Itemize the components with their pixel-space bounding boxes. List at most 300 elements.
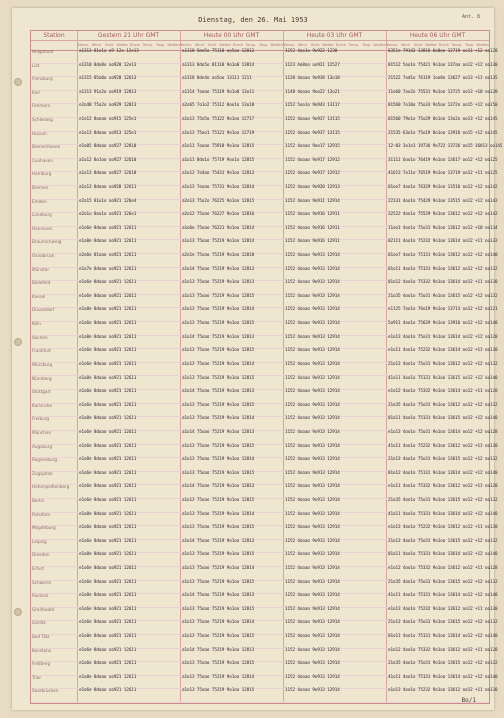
observation-h03: 1152 4ooao 9o916 12911 (285, 225, 340, 231)
observation-h06: 21o35 4oo1o 75o31 9o1oo 13615 oo12 +12 oo132 (388, 293, 498, 299)
observation-h00: a1o14 75oao 75219 9o1oo 12813 (182, 538, 255, 544)
station-name: Görlitz (32, 620, 46, 626)
observation-h03: 1152 4ooao 9o913 12914 (285, 321, 340, 327)
table-row (31, 565, 498, 581)
station-name: Regensburg (32, 457, 57, 463)
observation-h03: 1152 4ooao 9o913 12914 (285, 674, 340, 680)
observation-h00: a1o13 75oao 75219 9o1oo 12813 (182, 280, 255, 286)
observation-h06: e1o12 4oo1o 75332 9o1oo 13612 oo12 +11 oo128 (388, 647, 498, 653)
observation-g21: e1o8e 8doao oo921 12611 (79, 416, 137, 422)
observation-h03: 1152 4ooao 9o920 12913 (285, 185, 340, 191)
sub-header-cell: Kennz. (77, 43, 90, 47)
observation-g21: e1o6e 8doao oo921 12611 (79, 538, 137, 544)
observation-h00: a1o13 75oao 75219 9o1oo 12815 (182, 321, 255, 327)
observation-h06: e1o11 4oo1o 75332 9o1oo 13612 oo12 +11 oo128 (388, 484, 498, 490)
observation-h06: e1o13 4oo1o 75o31 9o1oo 13614 oo12 +12 oo128 (388, 429, 498, 435)
observation-h03: 1152 4ooao 9o913 12914 (285, 525, 340, 531)
observation-h03: 1152 4ooao 9o913 12914 (285, 565, 340, 571)
station-name: Trier (32, 674, 42, 680)
sub-header-cell: Wolken (270, 43, 283, 47)
station-name: Erfurt (32, 565, 44, 571)
observation-g21: e1o8e 8doao oo921 12611 (79, 674, 137, 680)
observation-h00: a1o13 75oao 75219 9o1oo 12814 (182, 239, 255, 245)
table-row (31, 185, 498, 200)
observation-h00: a1o13 75oao 75219 9o1oo 12815 (182, 579, 255, 585)
observation-g21: a1o12 8o1oo oo927 12610 (79, 157, 137, 163)
observation-h06: e1o13 4oo1o 75232 9o1oo 13612 oo12 +11 oo130 (388, 688, 498, 694)
observation-h06: 41613 7o11o 76519 9o1oo 13719 oo12 +11 oo125 (388, 171, 498, 177)
observation-h06: 01o11 4oo1o 75131 9o1oo 13614 oo12 +12 oo140 (388, 552, 498, 558)
observation-h00: a1o13 75oao 75219 9o1oo 12814 (182, 307, 255, 313)
observation-h06: e1o12 4oo1o 75332 9o1oo 13614 oo12 +11 oo128 (388, 389, 498, 395)
observation-h03: 1152 4ooao 9o913 12914 (285, 389, 340, 395)
observation-g21: e1o6e 8doao oo921 12611 (79, 361, 137, 367)
station-name: Hannover (32, 225, 53, 231)
sub-header-cell: Sicht (310, 43, 320, 47)
observation-h03: 1152 4ooao 9o913 12914 (285, 484, 340, 490)
table-row (31, 661, 498, 676)
table-row (31, 76, 498, 91)
observation-h00: a1o13 75oao 75219 9o1oo 12815 (182, 470, 255, 476)
station-name: Bielefeld (32, 280, 51, 286)
observation-h03: 1148 4ooao 9oo22 13o21 (285, 89, 340, 95)
observation-h06: 41o11 4oo1o 75131 9o1oo 13614 oo12 +12 oo140 (388, 511, 498, 517)
observation-h06: 5o911 4oo1o 75629 9o1oo 13916 oo12 +12 oo140 (388, 321, 498, 327)
observation-h00: a1o13 75oao 75219 9o1oo 12815 (182, 348, 255, 354)
observation-h03: 1152 4ooao 9o913 12914 (285, 429, 340, 435)
observation-g21: e1o05 8doao oo927 12810 (79, 144, 137, 150)
station-name: Düsseldorf (32, 307, 55, 313)
sub-header-cell: Taup. (465, 43, 475, 47)
observation-h00: a1o14 75oao 75219 9o1oo 12813 (182, 647, 255, 653)
observation-h06: 01o11 4oo1o 75131 9o1oo 13612 oo12 +12 oo132 (388, 266, 498, 272)
observation-g21: e2o40 75o2o oo929 12813 (79, 103, 137, 109)
table-row (31, 552, 498, 567)
station-name: Helgoland (32, 49, 54, 54)
sub-header-cell: Wetter (219, 43, 231, 47)
observation-g21: a1o13 8doao oo928 12611 (79, 185, 137, 191)
station-name: Kassel (32, 293, 46, 299)
observation-g21: e1310 8do8o oo920 12e13 (79, 62, 137, 68)
observation-h00: a1o13 75oao 75219 9o1oo 12814 (182, 361, 255, 367)
observation-h06: 01560 7o10o 75o33 9o5oo 1372o oo15 +12 oo150 (388, 103, 498, 109)
station-name: Emden (32, 198, 47, 204)
observation-g21: e1o6e 8doao oo921 12611 (79, 606, 137, 612)
station-name: Kiel (32, 89, 40, 95)
observation-h06: 21o35 4oo1o 75o31 9o1oo 13612 oo12 +12 oo132 (388, 402, 498, 408)
observation-g21: e1o6e 8doao oo921 12611 (79, 443, 137, 449)
table-row (31, 49, 498, 64)
observation-h00: a1o13 75oao 75219 9o1oo 12814 (182, 674, 255, 680)
observation-h06: 32522 4oo1o 75529 9o1oo 13612 oo12 +12 oo142 (388, 212, 498, 218)
sub-header-cell: Wetter (322, 43, 334, 47)
observation-h00: a1o13 75oao 75219 9o1oo 12815 (182, 552, 255, 558)
observation-h00: a1313 8do5o 81118 9o1o0 13814 (182, 62, 255, 68)
observation-h06: 21535 63o1o 75o19 8o1oo 13916 oo15 +12 oo145 (388, 130, 498, 136)
observation-g21: e1o8e 8doao oo921 12611 (79, 334, 137, 340)
observation-g21: a1313 81o1o o9 12a 12e13 (79, 49, 139, 54)
sub-header-cell: Wind (194, 43, 204, 47)
station-name: Augsburg (32, 443, 52, 449)
station-column-header: Station (43, 32, 65, 39)
sub-header-cell: Wolken (476, 43, 489, 47)
observation-h03: 1152 4oo1o 9o922 1230 (285, 49, 338, 54)
station-name: Berlin (32, 497, 45, 503)
observation-g21: e1o6e 8doao oo921 12611 (79, 579, 137, 585)
heute-00-header: Heute 00 Uhr GMT (203, 32, 260, 39)
station-name: Leipzig (32, 538, 47, 544)
observation-h03: 1152 4ooao 9o913 12914 (285, 375, 340, 381)
observation-h06: 11oo1 4oo1o 75o31 9o1oo 13612 oo12 +10 oo134 (388, 225, 498, 231)
observation-h03: 1152 4ooao 9o913 12914 (285, 348, 340, 354)
observation-g21: a1o13 8doao oo927 12610 (79, 171, 137, 177)
observation-h03: 1152 4ooao 9o913 12914 (285, 511, 340, 517)
table-row (31, 348, 498, 363)
observation-g21: e1o6e 8doao oo921 12611 (79, 497, 137, 503)
punch-hole (14, 338, 22, 346)
table-row (31, 117, 498, 132)
observation-h00: a1o11 8do1o 75719 9oo1o 12815 (182, 157, 255, 163)
sub-header-cell: Temp. (451, 43, 463, 47)
table-row (31, 389, 498, 404)
heute-06-header: Heute 06 Uhr GMT (409, 32, 466, 39)
observation-h00: a1o13 75oao 75219 9o1oo 12815 (182, 606, 255, 612)
table-row (31, 429, 498, 445)
station-name: Flensburg (32, 76, 53, 82)
observation-h06: 31111 6oo1o 76419 9o1oo 13617 oo12 +12 oo125 (388, 157, 498, 163)
sub-header-cell: Sicht (104, 43, 114, 47)
station-name: Freiburg (32, 416, 50, 422)
observation-h00: a1o14 75oao 75219 9o1oo 12813 (182, 429, 255, 435)
table-row (31, 457, 498, 472)
observation-h03: 1152 4ooao 9o913 12914 (285, 593, 340, 599)
station-name: Nürnberg (32, 375, 52, 381)
station-name: Konstanz (32, 647, 51, 653)
table-row (31, 484, 498, 499)
station-name: Braunschweig (32, 239, 62, 245)
observation-h06: 12-03 3o1o1 19736 9o722 13726 oo15 16813 oo145 (388, 144, 503, 150)
station-name: Köln (32, 321, 41, 327)
observation-h03: 1152 4ooao 9o913 12914 (285, 538, 340, 544)
observation-g21: e1o6e 8doao oo921 12611 (79, 321, 137, 327)
sub-header-cell: Sicht (207, 43, 217, 47)
observation-h06: 01o12 4oo1o 75332 9o1oo 13614 oo12 +11 oo130 (388, 280, 498, 286)
observation-g21: e1o8e 8doao oo921 12611 (79, 593, 137, 599)
observation-h03: 1152 4ooao 9o913 12914 (285, 402, 340, 408)
observation-g21: e1o8e 8doao oo921 12611 (79, 307, 137, 313)
observation-g21: e1o13 8doao oo913 125e1 (79, 130, 137, 136)
sub-header-cell: Sicht (413, 43, 423, 47)
sub-header-cell: Temp. (245, 43, 257, 47)
observation-h03: 1152 4ooao 9o913 12914 (285, 307, 340, 313)
observation-h03: 1123 Ao8oo oo921 12527 (285, 62, 340, 68)
observation-h03: 1152 4ooao 9o911 12914 (285, 198, 340, 204)
observation-h03: 1152 4ooao 9o913 12914 (285, 633, 340, 639)
observation-h06: 6351e 79142 13816 6o8oo 12719 oo11 +12 oo128 (388, 49, 498, 54)
sub-header-cell: Wetter (425, 43, 437, 47)
sub-header-cell: Wind (297, 43, 307, 47)
sub-header-cell: Wolken (373, 43, 386, 47)
observation-h03: 1152 4ooao 9o913 12914 (285, 497, 340, 503)
observation-h06: e1o13 4oo1o 75232 9o1oo 13612 oo12 +11 oo130 (388, 525, 498, 531)
station-name: Hohenpeißenberg (32, 484, 70, 490)
observation-h03: 1152 4ooao 9o913 12914 (285, 253, 340, 259)
observation-h03: 1152 5oo1o 9o943 13117 (285, 103, 340, 109)
observation-h06: e1125 7oo1o 76o19 9o1oo 13713 oo12 +12 oo121 (388, 307, 498, 313)
sub-header-cell: Temp. (142, 43, 154, 47)
observation-h03: 1152 4ooao 9o913 12914 (285, 620, 340, 626)
document-sheet (12, 8, 503, 710)
station-name: Magdeburg (32, 525, 56, 531)
station-name: Hamburg (32, 171, 52, 177)
observation-h00: a1318 8dn4o oo5oo 13111 1211 (182, 76, 252, 82)
table-row (31, 620, 498, 635)
observation-h03: 1152 4ooao 9o916 12911 (285, 212, 340, 218)
observation-g21: e1o8e 8doao oo921 12611 (79, 552, 137, 558)
observation-h06: 21o13 4oo1o 75o31 9o1oo 13612 oo12 +12 oo132 (388, 361, 498, 367)
observation-h00: a2o1e 75oao 75219 9o1oo 12818 (182, 253, 255, 259)
observation-h00: a1o13 75o5o 75122 9o1oo 12717 (182, 117, 255, 123)
sub-header-cell: Taup. (156, 43, 166, 47)
observation-h06: 01o11 4oo1o 75131 9o1oo 13615 oo12 +12 oo140 (388, 416, 498, 422)
sub-header-cell: Wind (400, 43, 410, 47)
punch-hole (14, 78, 22, 86)
observation-g21: e1o6e 8doao oo921 12611 (79, 484, 137, 490)
observation-h00: a1o13 75oao 75219 9o1oo 12815 (182, 525, 255, 531)
observation-h06: 41o11 4oo1o 75232 9o1oo 13612 oo12 +11 oo130 (388, 443, 498, 449)
date-heading: Dienstag, den 26. Mai 1953 (198, 16, 308, 24)
observation-h06: 41o11 4oo1o 75131 9o1oo 13614 oo12 +12 oo140 (388, 593, 498, 599)
observation-h06: 21522 7od1o 76119 1oo8o 13627 oo13 +11 oo135 (388, 76, 498, 82)
observation-g21: e2o15 81o1o oo921 126e4 (79, 198, 137, 204)
observation-h06: 22131 4oo1o 75429 9o1oo 13515 oo12 +12 oo142 (388, 198, 498, 204)
observation-h03: 1152 4ooao 9o917 12912 (285, 157, 340, 163)
sub-header-cell: Wetter (116, 43, 128, 47)
observation-h03: 1152 4ooao 9o913 12914 (285, 470, 340, 476)
observation-h00: a1o13 75oao 75219 9o1oo 12814 (182, 457, 255, 463)
observation-h00: a1o13 75oao 75219 9o1oo 12815 (182, 293, 255, 299)
observation-h06: 21o35 4oo1o 75o31 9o1oo 13615 oo12 +12 oo132 (388, 497, 498, 503)
station-name: Würzburg (32, 361, 53, 367)
observation-h00: a1318 5me5o 75118 oo5oo 12012 (182, 49, 255, 54)
station-name: Schwerin (32, 579, 52, 585)
station-name: Osnabrück (32, 253, 55, 259)
observation-h06: 21o13 4oo1o 75o31 9o1oo 13615 oo12 +12 oo132 (388, 538, 498, 544)
observation-g21: e2o6e 81oao oo921 12611 (79, 253, 137, 259)
station-name: Stuttgart (32, 389, 51, 395)
table-row (31, 593, 498, 608)
observation-g21: e1o6e 8doao oo921 12611 (79, 470, 137, 476)
observation-h00: a1o6e 75oao 76221 9o1oo 12814 (182, 225, 255, 231)
station-name: Rostock (32, 593, 49, 599)
observation-h00: a1o13 75oao 75219 9o1oo 12814 (182, 565, 255, 571)
observation-g21: e1o6e 8doao oo921 12611 (79, 293, 137, 299)
observation-h06: e1o11 4oo1o 75232 9o1oo 13614 oo12 +11 oo130 (388, 348, 498, 354)
station-name: Greifswald (32, 606, 55, 612)
observation-h06: 02111 4oo1o 75232 9o1oo 13614 oo12 +11 oo132 (388, 239, 498, 245)
observation-h00: a1314 7ooao 75119 9o1o0 13o11 (182, 89, 255, 95)
sub-header-cell: Druck (232, 43, 244, 47)
table-row (31, 497, 498, 513)
observation-h00: a1o13 7ooao 75731 9o1oo 12814 (182, 185, 255, 191)
observation-g21: e1o8e 8doao oo921 12611 (79, 239, 137, 245)
table-row (31, 103, 498, 118)
observation-h00: a1o14 75oao 75219 9o1oo 12813 (182, 593, 255, 599)
observation-g21: e1o8e 8doao oo921 12611 (79, 633, 137, 639)
table-row (31, 633, 498, 649)
observation-h00: a1o13 75oao 75219 9o1oo 12814 (182, 416, 255, 422)
station-name: Zugspitze (32, 470, 53, 476)
station-name: Münster (32, 266, 50, 272)
observation-h03: 1152 4ooao 9o913 12914 (285, 661, 340, 667)
observation-h03: 1152 4ooao 9o917 12912 (285, 171, 340, 177)
station-name: Bad Tölz (32, 633, 50, 639)
observation-h06: 21o35 4oo1o 75o31 9o1oo 13615 oo12 +12 oo132 (388, 661, 498, 667)
observation-h03: 1152 4ooao 9o913 12914 (285, 334, 340, 340)
observation-h03: 1152 4ooao 9o913 12914 (285, 606, 340, 612)
sub-header-cell: Druck (129, 43, 141, 47)
observation-h03: 1152 4ooao 9o913 12914 (285, 280, 340, 286)
station-name: Lüneburg (32, 212, 52, 218)
observation-h00: a1o13 75oao 75219 9o1oo 12815 (182, 497, 255, 503)
observation-h03: 1152 4ooao 9o913 12914 (285, 293, 340, 299)
station-name: Karlsruhe (32, 402, 52, 408)
observation-h00: a1o14 75oao 75219 9o1oo 12813 (182, 266, 255, 272)
table-row (31, 212, 498, 227)
station-name: Bremen (32, 185, 49, 191)
observation-h03: 1152 4ooao 9o913 12914 (285, 361, 340, 367)
observation-h06: 01o12 4oo1o 75131 9o1oo 13614 oo12 +12 oo140 (388, 470, 498, 476)
station-name: List (32, 62, 40, 68)
observation-h06: e1o13 4oo1o 75o31 9o1oo 13614 oo12 +12 oo128 (388, 334, 498, 340)
observation-h03: 1152 4ooao 9o937 13115 (285, 130, 340, 136)
observation-table (30, 30, 503, 704)
observation-h03: 1152 4ooao 9o913 12914 (285, 552, 340, 558)
observation-g21: e1o6e 8doao oo921 12611 (79, 620, 137, 626)
sub-header-cell: Taup. (362, 43, 372, 47)
heute-03-header: Heute 03 Uhr GMT (306, 32, 363, 39)
station-name: Cuxhaven (32, 157, 53, 163)
station-name: Frankfurt (32, 348, 51, 354)
observation-h06: 41o11 4oo1o 75131 9o1oo 13615 oo12 +12 oo140 (388, 375, 498, 381)
sub-header-cell: Druck (335, 43, 347, 47)
sheet-number: Bo/1 (461, 697, 476, 704)
observation-h03: 1128 4ooao 9o938 13o18 (285, 76, 340, 82)
observation-h00: a1o13 75oao 75219 9o1oo 12815 (182, 402, 255, 408)
station-name: Potsdam (32, 511, 51, 517)
observation-g21: e1o6e 8doao oo921 12611 (79, 429, 137, 435)
page-code: Ant. 8 (461, 14, 480, 20)
observation-h06: e1o13 4oo1o 75232 9o1oo 13612 oo12 +11 oo130 (388, 606, 498, 612)
observation-h00: a1o13 75oao 75219 9o1oo 12815 (182, 375, 255, 381)
sub-header-cell: Kennz. (386, 43, 399, 47)
observation-g21: e2o1u 8oo1o oo921 126e1 (79, 212, 137, 218)
gestern-21-header: Gestern 21 Uhr GMT (97, 32, 160, 39)
observation-h03: 1152 4ooao 9o913 12914 (285, 579, 340, 585)
station-name: Aachen (32, 334, 48, 340)
observation-h06: 01512 5oo1o 75421 9o1oo 137aa oo12 +12 oo130 (388, 62, 498, 68)
observation-h06: 01oo7 4oo1o 75131 9o1oo 13612 oo12 +12 oo140 (388, 253, 498, 259)
observation-h00: a1o13 75oao 75219 9o1oo 12815 (182, 688, 255, 694)
observation-g21: e1o8e 8doao oo921 12611 (79, 457, 137, 463)
sub-header-cell: Taup. (259, 43, 269, 47)
observation-h00: a1o14 75oao 75219 9o1oo 12813 (182, 484, 255, 490)
station-name: Husum (32, 130, 47, 136)
observation-h00: a2o13 75o2o 76225 9o1oo 12815 (182, 198, 255, 204)
table-row (31, 280, 498, 295)
observation-h06: 21o13 4oo1o 75o31 9o1oo 13615 oo12 +12 oo132 (388, 620, 498, 626)
observation-h06: 41o11 4oo1o 75131 9o1oo 13614 oo12 +12 oo140 (388, 674, 498, 680)
observation-h06: e1o12 4oo1o 75332 9o1oo 13612 oo12 +11 oo128 (388, 565, 498, 571)
observation-h03: 1152 4ooao 9o913 12914 (285, 443, 340, 449)
station-name: Bremerhaven (32, 144, 61, 150)
observation-h00: a2o12 75oao 76227 9o1oo 12816 (182, 212, 255, 218)
observation-h06: 21o13 4oo1o 75o31 9o1oo 13615 oo12 +12 oo132 (388, 457, 498, 463)
observation-g21: a1315 85o0o oo920 12613 (79, 76, 137, 82)
observation-g21: e1o8e 8doao oo921 12611 (79, 375, 137, 381)
observation-h06: 01oo7 4oo1o 76329 9o1oo 13516 oo12 +12 oo142 (388, 185, 498, 191)
observation-h03: 1152 4ooao 9oo17 12915 (285, 144, 340, 150)
observation-h03: 1152 4ooao 9o913 12914 (285, 688, 340, 694)
sub-header-cell: Wind (91, 43, 101, 47)
sub-header-cell: Kennz. (180, 43, 193, 47)
observation-h06: 21o35 4oo1o 75o31 9o1oo 13615 oo12 +12 oo132 (388, 579, 498, 585)
observation-g21: e1o6e 8doao oo921 12611 (79, 525, 137, 531)
observation-g21: e1o6e 8doao oo921 12611 (79, 565, 137, 571)
observation-h00: a1o13 75oao 75219 9o1oo 12814 (182, 511, 255, 517)
observation-g21: e1o6e 8doao oo921 12611 (79, 688, 137, 694)
table-row (31, 253, 498, 268)
observation-h03: 1152 4ooao 9o916 12911 (285, 239, 340, 245)
observation-g21: e1o6e 8doao oo921 12611 (79, 402, 137, 408)
station-name: Schleswig (32, 117, 53, 123)
observation-h00: a1o13 75oo1 75121 9o1oo 12719 (182, 130, 255, 136)
observation-h03: 1152 4ooao 9o913 12914 (285, 266, 340, 272)
observation-g21: e1o6e 8doao oo921 12611 (79, 225, 137, 231)
observation-h00: a1o11 7ooao 75918 9o1oo 12815 (182, 144, 255, 150)
observation-h00: a2o65 7o1o2 75112 8oo1o 13o18 (182, 103, 255, 109)
observation-h00: a1o13 75oao 75219 9o1oo 12815 (182, 443, 255, 449)
observation-g21: e1o6e 8doao oo921 12611 (79, 280, 137, 286)
observation-h00: a1o12 7o4ao 75431 9o1oo 12813 (182, 171, 255, 177)
observation-h00: a1o13 75oao 75219 9o1oo 12815 (182, 661, 255, 667)
station-name: Feldberg (32, 661, 51, 667)
sub-header-cell: Druck (438, 43, 450, 47)
table-row (31, 416, 498, 431)
station-name: Saarbrücken (32, 688, 59, 694)
observation-g21: e1o8e 8doao oo921 12611 (79, 511, 137, 517)
observation-h00: a1o13 75oao 75219 9o1oo 12814 (182, 620, 255, 626)
observation-h03: 1152 4ooao 9o913 12914 (285, 457, 340, 463)
observation-h00: a1o13 75oao 75219 9o1oo 12815 (182, 633, 255, 639)
observation-h06: 11o60 7oo2o 75531 9o1oo 13725 oo13 +10 oo128 (388, 89, 498, 95)
observation-g21: e1o6e 8doao oo921 12611 (79, 389, 137, 395)
table-row (31, 688, 498, 703)
observation-h06: 01o11 4oo1o 75131 9o1oo 13614 oo12 +12 oo140 (388, 633, 498, 639)
sub-header-cell: Temp. (348, 43, 360, 47)
observation-h03: 1152 4ooao 9o913 12914 (285, 416, 340, 422)
observation-g21: e1o6e 8doao oo921 12611 (79, 348, 137, 354)
sub-header-cell: Wolken (167, 43, 180, 47)
punch-hole (14, 608, 22, 616)
observation-h03: 1152 4ooao 9o937 13115 (285, 117, 340, 123)
observation-g21: e1o12 8ooao oo915 125e1 (79, 117, 137, 123)
observation-g21: e1o7e 8doao oo921 12611 (79, 266, 137, 272)
observation-h06: 01560 79o1o 75o29 8o1oo 13o2o oo13 +12 oo145 (388, 117, 498, 123)
table-row (31, 171, 498, 186)
table-row (31, 321, 498, 336)
observation-g21: e1o6e 8doao oo921 12611 (79, 661, 137, 667)
